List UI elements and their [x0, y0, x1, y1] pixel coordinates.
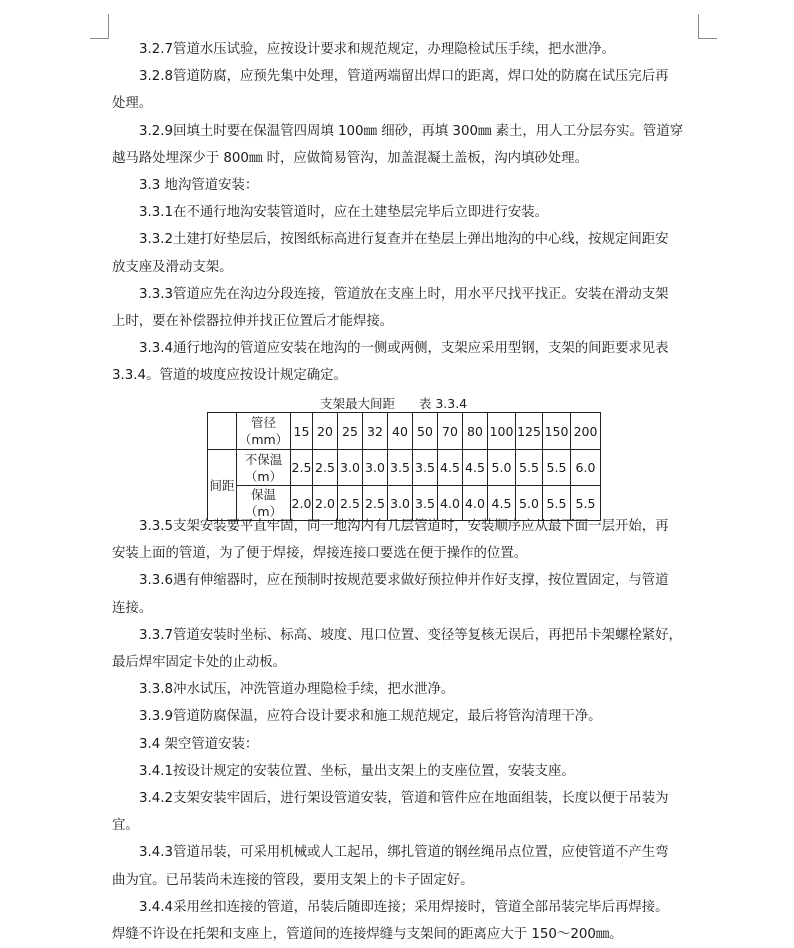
- paragraph-line: 3.2.9回填土时要在保温管四周填 100㎜ 细砂，再填 300㎜ 素土，用人工分层夯实。管道穿: [139, 123, 684, 139]
- paragraph-line: 宜。: [112, 818, 139, 834]
- body-text-top: [112, 36, 702, 390]
- value-cell: 2.5: [291, 450, 313, 486]
- value-cell: 5.0: [516, 486, 543, 521]
- value-cell: 5.5: [543, 450, 571, 486]
- table-header-row: [208, 413, 601, 450]
- value-cell: 3.5: [388, 450, 413, 486]
- paragraph-line: 3.3.1在不通行地沟安装管道时，应在土建垫层完毕后立即进行安装。: [139, 205, 549, 221]
- value-cell: 3.0: [338, 450, 363, 486]
- value-cell: 5.5: [543, 486, 571, 521]
- paragraph-line: 3.3.3管道应先在沟边分段连接，管道放在支座上时，用水平尺找平找正。安装在滑动支架: [139, 286, 669, 302]
- paragraph-line: 越马路处埋深少于 800㎜ 时，应做简易管沟，加盖混凝土盖板，沟内填砂处理。: [112, 150, 588, 166]
- diameter-cell: 40: [388, 413, 413, 450]
- paragraph-line: 3.3.8冲水试压，冲洗管道办理隐检手续，把水泄净。: [139, 682, 455, 698]
- paragraph-line: 曲为宜。已吊装尚未连接的管段，要用支架上的卡子固定好。: [112, 872, 474, 888]
- value-cell: 5.5: [571, 486, 601, 521]
- paragraph-line: 连接。: [112, 600, 153, 616]
- paragraph-line: 3.2.7管道水压试验，应按设计要求和规范规定，办理隐检试压手续，把水泄净。: [139, 42, 615, 57]
- diameter-cell: 15: [291, 413, 313, 450]
- paragraph-line: 放支座及滑动支架。: [112, 259, 233, 275]
- support-spacing-table: [207, 412, 601, 521]
- paragraph-line: 3.4 架空管道安装：: [139, 736, 259, 752]
- diameter-cell: 200: [571, 413, 601, 450]
- paragraph-line: 3.4.2支架安装牢固后，进行架设管道安装，管道和管件应在地面组装，长度以便于吊装为: [139, 791, 669, 807]
- page-corner-mark-top-left: [90, 14, 109, 39]
- paragraph-line: 3.3.9管道防腐保温，应符合设计要求和施工规范规定，最后将管沟清理干净。: [139, 709, 602, 725]
- paragraph-line: 3.3.4。管道的坡度应按设计规定确定。: [112, 368, 347, 384]
- paragraph-line: 安装上面的管道，为了便于焊接，焊接连接口要选在便于操作的位置。: [112, 546, 528, 562]
- paragraph-line: 3.3.4通行地沟的管道应安装在地沟的一侧或两侧，支架应采用型钢，支架的间距要求见表: [139, 341, 669, 357]
- paragraph-line: 3.4.4采用丝扣连接的管道，吊装后随即连接；采用焊接时，管道全部吊装完毕后再焊接。: [139, 899, 669, 915]
- diameter-cell: 125: [516, 413, 543, 450]
- value-cell: 4.0: [438, 486, 463, 521]
- table-row: [208, 450, 601, 486]
- table-caption-title: 支架最大间距: [320, 396, 396, 411]
- table-caption-number: 表 3.3.4: [418, 396, 468, 411]
- paragraph-line: 3.2.8管道防腐，应预先集中处理，管道两端留出焊口的距离，焊口处的防腐在试压完后再: [139, 69, 669, 85]
- paragraph-line: 3.3.7管道安装时坐标、标高、坡度、甩口位置、变径等复核无误后，再把吊卡架螺栓紧好，: [139, 627, 682, 643]
- table-caption: [207, 395, 600, 412]
- diameter-cell: 50: [413, 413, 438, 450]
- spacing-label-cell: 间距: [208, 450, 237, 521]
- paragraph-line: 焊缝不许设在托架和支座上，管道间的连接焊缝与支架间的距离应大于 150～200㎜。: [112, 927, 623, 943]
- row-label-cell: 保温（m）: [237, 486, 291, 521]
- support-spacing-table-block: [207, 395, 600, 521]
- value-cell: 3.0: [388, 486, 413, 521]
- diameter-cell: 100: [488, 413, 516, 450]
- value-cell: 2.5: [363, 486, 388, 521]
- paragraph-line: 3.3.2土建打好垫层后，按图纸标高进行复查并在垫层上弹出地沟的中心线，按规定间距安: [139, 232, 669, 248]
- diameter-header-cell: 管径（mm）: [237, 413, 291, 450]
- value-cell: 5.0: [488, 450, 516, 486]
- value-cell: 2.5: [313, 450, 338, 486]
- value-cell: 3.5: [413, 486, 438, 521]
- diameter-cell: 70: [438, 413, 463, 450]
- paragraph-line: 处理。: [112, 96, 153, 112]
- diameter-cell: 80: [463, 413, 488, 450]
- value-cell: 2.0: [291, 486, 313, 521]
- diameter-cell: 150: [543, 413, 571, 450]
- value-cell: 3.5: [413, 450, 438, 486]
- value-cell: 4.0: [463, 486, 488, 521]
- row-label-cell: 不保温（m）: [237, 450, 291, 486]
- diameter-cell: 20: [313, 413, 338, 450]
- value-cell: 6.0: [571, 450, 601, 486]
- paragraph-line: 最后焊牢固定卡处的止动板。: [112, 655, 287, 671]
- paragraph-line: 3.4.1按设计规定的安装位置、坐标，量出支架上的支座位置，安装支座。: [139, 763, 575, 779]
- body-text-bottom: [112, 513, 702, 948]
- diameter-cell: 32: [363, 413, 388, 450]
- paragraph-line: 上时，要在补偿器拉伸并找正位置后才能焊接。: [112, 314, 394, 330]
- diameter-cell: 25: [338, 413, 363, 450]
- value-cell: 2.5: [338, 486, 363, 521]
- value-cell: 2.0: [313, 486, 338, 521]
- value-cell: 3.0: [363, 450, 388, 486]
- paragraph-line: 3.3.5支架安装要平直牢固，同一地沟内有几层管道时，安装顺序应从最下面一层开始，再: [139, 519, 669, 534]
- value-cell: 4.5: [488, 486, 516, 521]
- table-corner-cell: [208, 413, 237, 450]
- value-cell: 4.5: [438, 450, 463, 486]
- value-cell: 5.5: [516, 450, 543, 486]
- paragraph-line: 3.3.6遇有伸缩器时，应在预制时按规范要求做好预拉伸并作好支撑，按位置固定，与管道: [139, 573, 669, 589]
- value-cell: 4.5: [463, 450, 488, 486]
- paragraph-line: 3.4.3管道吊装，可采用机械或人工起吊，绑扎管道的钢丝绳吊点位置，应使管道不产生弯: [139, 845, 669, 861]
- paragraph-line: 3.3 地沟管道安装：: [139, 178, 259, 194]
